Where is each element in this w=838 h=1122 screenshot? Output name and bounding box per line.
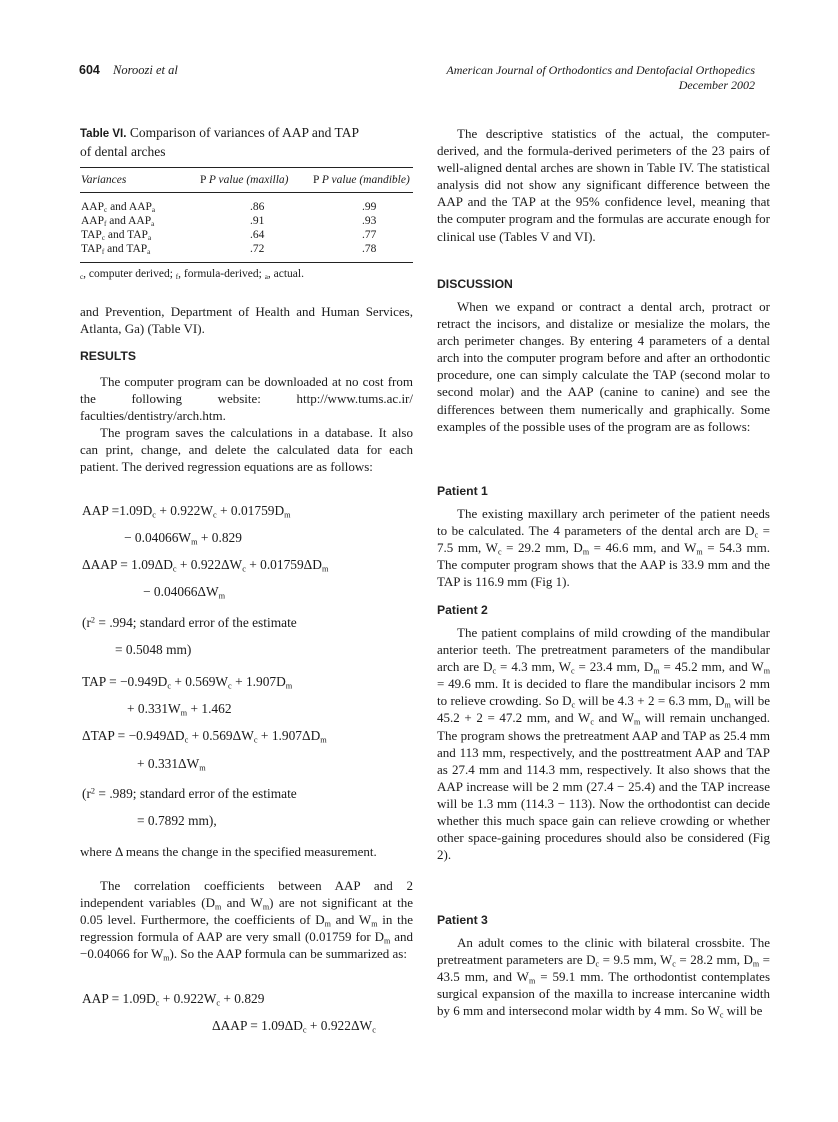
equation-aap-line1: AAP $=1.09D_c + 0.922W_c + 0.01759D_m$ [82,503,291,520]
patient1-heading: Patient 1 [437,484,488,498]
table-top-rule [80,167,413,168]
p-value-mandible: .93 [362,215,377,227]
variance-label: $AAP_f$ and $AAP_a$ [81,215,155,229]
variance-label: $AAP_c$ and $AAP_a$ [81,201,156,215]
p-value-mandible: .78 [362,243,377,255]
col-header-mandible: P P value (mandible) [313,174,410,186]
patient2-paragraph: The patient complains of mild crowding of the mandibular anterior teeth. The pretreatment parameters of the mandibular arch are $D_c = 4.3$ mm, $W_c = 23.4$ mm, $D_m = 45.2$ mm, and $W_m = 49.6$ mm. It is decided to flare the mandibular incisors 2 mm to relieve crowding. So $D_c$ will be 4.3 + 2 = 6.3 mm, $D_m$ will be 45.2 + 2 = 47.2 mm, and $W_c$ and $W_m$ will remain unchanged. The program shows the pretreatment AAP and TAP as 25.4 mm and 113 mm, respectively, and the posttreatment AAP and TAP as 27.4 mm and 114.3 mm, respectively. It also shows that the AAP increase will be 2 mm (27.4 − 25.4) and the TAP increase will be 1.3 mm (114.3 − 113). Now the orthodontist can decide whether this much space gain can relieve crowding or whether other space-gaining procedures should also be considered (Fig 2). [437,625,770,863]
equation-delta-tap-line1: $\Delta TAP = -0.949\Delta D_c + 0.569\Delta W_c + 1.907\Delta D_m$ [82,728,327,745]
table-caption [80,124,413,161]
correlation-paragraph: The correlation coefficients between AAP and 2 independent variables ($D_m$ and $W_m$) are not significant at the 0.05 level. Furthermore, the coefficients of $D_m$ and $W_m$ in the regression formula of AAP are very small (0.01759 for $D_m$ and −0.04066 for $W_m$). So the AAP formula can be summarized as: [80,878,413,963]
table-label: Table VI. [80,128,127,140]
table-bottom-rule [80,262,413,263]
equation-summary-delta-aap: $\Delta AAP = 1.09\Delta D_c + 0.922\Delta W_c$ [212,1018,376,1035]
equation-delta-aap-line1: $\Delta AAP = 1.09\Delta D_c + 0.922\Delta W_c + 0.01759\Delta D_m$ [82,557,329,574]
p-value-maxilla: .86 [250,201,265,213]
equation-tap-line2: + $0.331W_m + 1.462$ [127,701,232,718]
p-value-mandible: .77 [362,229,377,241]
journal-title: American Journal of Orthodontics and Dentofacial Orthopedics [446,63,755,77]
p-value-mandible: .99 [362,201,377,213]
patient3-paragraph: An adult comes to the clinic with bilateral crossbite. The pretreatment parameters are $D_c = 9.5$ mm, $W_c = 28.2$ mm, $D_m = 43.5$ mm, and $W_m = 59.1$ mm. The orthodontist contemplates surgical expansion of the maxilla to increase intercanine width by 6 mm and intersecond molar width by 4 mm. So $W_c$ will be [437,935,771,1020]
results-heading: RESULTS [80,349,136,363]
table-row [80,243,413,256]
table-header-row [80,174,413,187]
p-value-maxilla: .64 [250,229,265,241]
patient3-heading: Patient 3 [437,913,488,927]
equation-tap-r2: ($r^2 = .989$; standard error of the estimate [82,786,297,801]
col-header-maxilla: P P value (maxilla) [200,174,289,186]
patient2-heading: Patient 2 [437,603,488,617]
p-value-maxilla: .72 [250,243,265,255]
col-header-variances: Variances [81,174,127,186]
page-number: 604 [79,63,100,77]
table-row [80,229,413,242]
equation-tap-se: = 0.7892 mm), [137,813,217,828]
journal-issue: December 2002 [678,78,755,92]
table-header-rule [80,192,413,193]
discussion-paragraph: When we expand or contract a dental arch, protract or retract the incisors, and distalize or mesialize the molars, the arch perimeter changes. By entering 4 parameters of a dental arch into the computer program before and after an orthodontic procedure, one can simply calculate the TAP (second molar to second molar) and the AAP (canine to canine) and see the differences between them numerically and graphically. Some examples of the possible uses of the program are as follows: [437,299,770,434]
patient1-paragraph: The existing maxillary arch perimeter of the patient needs to be calculated. The 4 parameters of the dental arch are $D_c = 7.5$ mm, $W_c = 29.2$ mm, $D_m = 46.6$ mm, and $W_m = 54.3$ mm. The computer program shows that the AAP is 33.9 mm and the TAP is 116.9 mm (Fig 1). [437,506,770,590]
running-author: Noroozi et al [113,63,178,77]
equation-delta-aap-line2: − $0.04066\Delta W_m$ [143,584,226,601]
variance-label: $TAP_c$ and $TAP_a$ [81,229,152,243]
table-row [80,215,413,228]
p-value-maxilla: .91 [250,215,265,227]
continued-paragraph: and Prevention, Department of Health and Human Services, Atlanta, Ga) (Table VI). [80,304,413,337]
equation-aap-line2: − $0.04066W_m + 0.829$ [124,530,242,547]
where-paragraph: where Δ means the change in the specified measurement. [80,844,377,859]
statistics-paragraph: The descriptive statistics of the actual, the computer-derived, and the formula-derived perimeters of the 23 pairs of well-aligned dental arches are shown in Table IV. The statistical analysis did not show any significant difference between the AAP and the TAP at the 95% confidence level, meaning that the computer program and the formulas are accurate enough for clinical use (Tables V and VI). [437,126,770,244]
running-journal [446,63,755,93]
table-row [80,201,413,214]
equation-aap-se: = 0.5048 mm) [115,642,192,657]
table-footnote: $_c$, computer derived; $_f$, formula-derived; $_a$, actual. [80,268,304,282]
equation-delta-tap-line2: + $0.331\Delta W_m$ [137,756,206,773]
variance-label: $TAP_f$ and $TAP_a$ [81,243,151,257]
table-caption-line2: of dental arches [80,144,166,159]
equation-aap-r2: ($r^2 = .994$; standard error of the estimate [82,615,297,630]
equation-summary-aap: AAP = $1.09D_c + 0.922W_c + 0.829$ [82,991,265,1008]
results-paragraph-2: The program saves the calculations in a database. It also can print, change, and delete the calculated data for each patient. The derived regression equations are as follows: [80,425,413,475]
discussion-heading: DISCUSSION [437,277,513,291]
results-paragraph-1: The computer program can be downloaded at no cost from the following website: http://www.tums.ac.ir/ faculties/dentistry/arch.htm. [80,374,413,424]
equation-tap-line1: TAP = $-0.949D_c + 0.569W_c + 1.907D_m$ [82,674,293,691]
table-caption-line1: Comparison of variances of AAP and TAP [129,125,359,140]
